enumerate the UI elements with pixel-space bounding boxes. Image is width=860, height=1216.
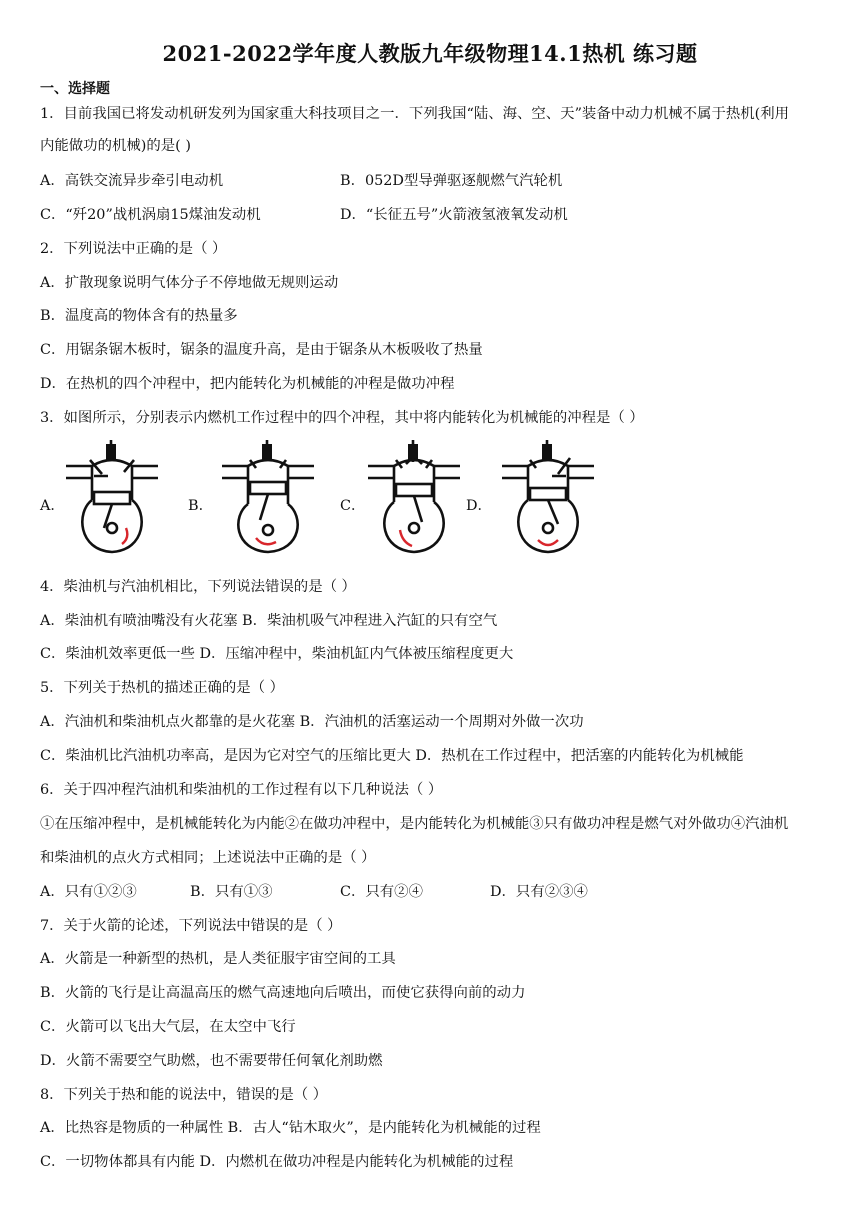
q8-options-ab: A．比热容是物质的一种属性 B．古人“钻木取火”，是内能转化为机械能的过程 — [40, 1120, 541, 1136]
q6-option-b: B．只有①③ — [190, 884, 273, 900]
q6-body-line2: 和柴油机的点火方式相同；上述说法中正确的是（ ） — [40, 850, 376, 866]
q5-options-ab: A．汽油机和柴油机点火都靠的是火花塞 B．汽油机的活塞运动一个周期对外做一次功 — [40, 714, 584, 730]
q1-option-c: C．“歼20”战机涡扇15煤油发动机 — [40, 207, 261, 223]
q3-stem: 3．如图所示，分别表示内燃机工作过程中的四个冲程，其中将内能转化为机械能的冲程是（ ） — [40, 410, 644, 426]
section-heading: 一、选择题 — [40, 81, 110, 97]
page-title: 2021-2022学年度人教版九年级物理14.1热机 练习题 — [162, 41, 698, 66]
q1-option-d: D．“长征五号”火箭液氢液氧发动机 — [340, 207, 568, 223]
q2-option-a: A．扩散现象说明气体分子不停地做无规则运动 — [40, 275, 339, 291]
q6-option-d: D．只有②③④ — [490, 884, 588, 900]
q1-option-a: A．高铁交流异步牵引电动机 — [40, 173, 224, 189]
q3-label-c: C． — [340, 498, 366, 514]
q4-options-ab: A．柴油机有喷油嘴没有火花塞 B．柴油机吸气冲程进入汽缸的只有空气 — [40, 613, 498, 629]
q2-option-b: B．温度高的物体含有的热量多 — [40, 308, 238, 324]
q2-option-c: C．用锯条锯木板时，锯条的温度升高，是由于锯条从木板吸收了热量 — [40, 342, 483, 358]
q5-stem: 5．下列关于热机的描述正确的是（ ） — [40, 680, 284, 696]
q7-option-d: D．火箭不需要空气助燃，也不需要带任何氧化剂助燃 — [40, 1053, 383, 1069]
q7-option-c: C．火箭可以飞出大气层，在太空中飞行 — [40, 1019, 296, 1035]
engine-stroke-b-figure — [220, 438, 316, 558]
q2-stem: 2．下列说法中正确的是（ ） — [40, 241, 227, 257]
q1-option-b: B．052D型导弹驱逐舰燃气汽轮机 — [340, 173, 563, 189]
q5-options-cd: C．柴油机比汽油机功率高，是因为它对空气的压缩比更大 D．热机在工作过程中，把活塞的内能转化为机械能 — [40, 748, 744, 764]
q1-stem-line1: 1．目前我国已将发动机研发列为国家重大科技项目之一．下列我国“陆、海、空、天”装备中动力机械不属于热机(利用 — [40, 106, 790, 122]
q8-stem: 8．下列关于热和能的说法中，错误的是（ ） — [40, 1087, 328, 1103]
q8-options-cd: C．一切物体都具有内能 D．内燃机在做功冲程是内能转化为机械能的过程 — [40, 1154, 514, 1170]
q6-body-line1: ①在压缩冲程中，是机械能转化为内能②在做功冲程中，是内能转化为机械能③只有做功冲程是燃气对外做功④汽油机 — [40, 816, 789, 832]
q3-label-b: B． — [188, 498, 213, 514]
q7-option-b: B．火箭的飞行是让高温高压的燃气高速地向后喷出，而使它获得向前的动力 — [40, 985, 526, 1001]
q4-options-cd: C．柴油机效率更低一些 D．压缩冲程中，柴油机缸内气体被压缩程度更大 — [40, 646, 514, 662]
q1-stem-line2: 内能做功的机械)的是( ) — [40, 138, 191, 154]
q7-stem: 7．关于火箭的论述，下列说法中错误的是（ ） — [40, 918, 342, 934]
q4-stem: 4．柴油机与汽油机相比，下列说法错误的是（ ） — [40, 579, 356, 595]
q3-label-a: A． — [40, 498, 65, 514]
q3-label-d: D． — [466, 498, 492, 514]
q7-option-a: A．火箭是一种新型的热机，是人类征服宇宙空间的工具 — [40, 951, 396, 967]
q2-option-d: D．在热机的四个冲程中，把内能转化为机械能的冲程是做功冲程 — [40, 376, 455, 392]
q6-option-c: C．只有②④ — [340, 884, 423, 900]
q6-stem: 6．关于四冲程汽油机和柴油机的工作过程有以下几种说法（ ） — [40, 782, 443, 798]
q6-option-a: A．只有①②③ — [40, 884, 137, 900]
engine-stroke-c-figure — [366, 438, 462, 558]
engine-stroke-d-figure — [500, 438, 596, 558]
engine-stroke-a-figure — [64, 438, 160, 558]
